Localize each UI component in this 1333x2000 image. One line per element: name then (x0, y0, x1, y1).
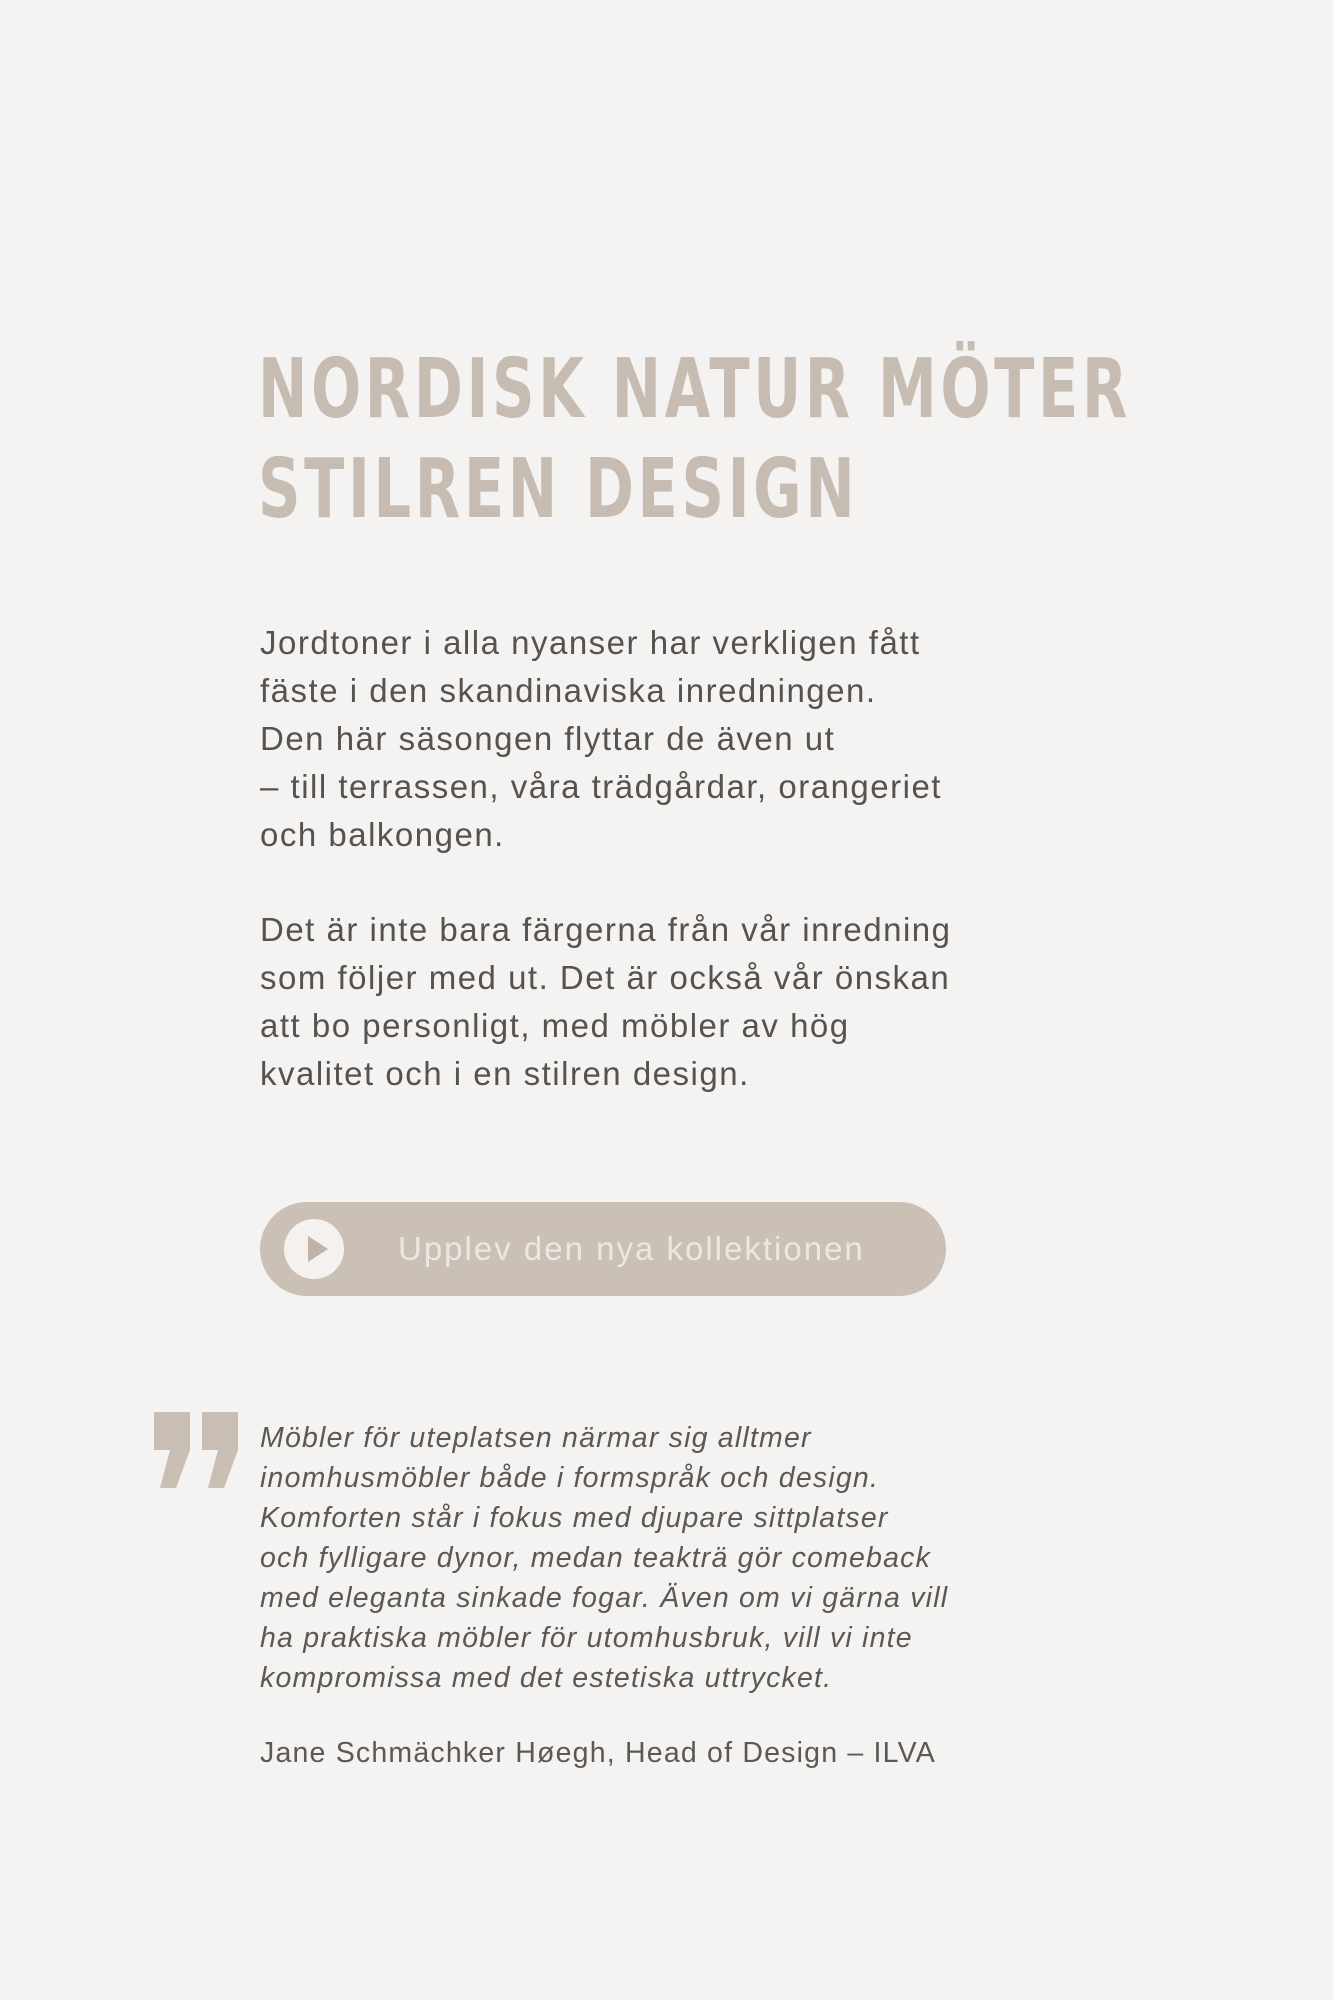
quote-attribution: Jane Schmächker Høegh, Head of Design – ILVA (260, 1737, 936, 1769)
quote-line: kompromissa med det estetiska uttrycket. (260, 1662, 833, 1694)
quote-line: ha praktiska möbler för utomhusbruk, vill vi inte (260, 1622, 913, 1654)
play-icon (284, 1219, 344, 1279)
quote-line: Möbler för uteplatsen närmar sig alltmer (260, 1422, 812, 1454)
text-line: Det är inte bara färgerna från vår inredning (260, 911, 952, 948)
quote-mark-icon (152, 1410, 242, 1490)
intro-paragraph-1 (260, 619, 1100, 859)
designer-quote (260, 1418, 1120, 1698)
text-line: och balkongen. (260, 816, 505, 853)
page-title (258, 340, 1132, 540)
quote-line: och fylligare dynor, medan teakträ gör comeback (260, 1542, 932, 1574)
explore-collection-button[interactable] (260, 1202, 946, 1296)
quote-line: inomhusmöbler både i formspråk och design. (260, 1462, 880, 1494)
text-line: Jordtoner i alla nyanser har verkligen fått (260, 624, 921, 661)
text-line: kvalitet och i en stilren design. (260, 1055, 750, 1092)
quote-line: med eleganta sinkade fogar. Även om vi gärna vill (260, 1582, 949, 1614)
text-line: att bo personligt, med möbler av hög (260, 1007, 850, 1044)
cta-label: Upplev den nya kollektionen (398, 1230, 865, 1267)
text-line: fäste i den skandinaviska inredningen. (260, 672, 877, 709)
text-line: – till terrassen, våra trädgårdar, orangeriet (260, 768, 942, 805)
quote-line: Komforten står i fokus med djupare sittplatser (260, 1502, 889, 1534)
text-line: som följer med ut. Det är också vår önskan (260, 959, 951, 996)
text-line: Den här säsongen flyttar de även ut (260, 720, 836, 757)
intro-paragraph-2 (260, 906, 1100, 1098)
headline-line: STILREN DESIGN (258, 442, 859, 537)
headline-line: NORDISK NATUR MÖTER (258, 342, 1132, 437)
